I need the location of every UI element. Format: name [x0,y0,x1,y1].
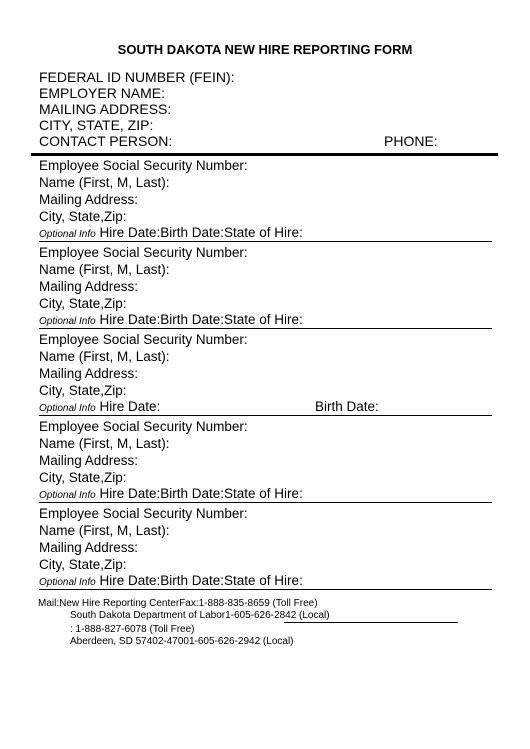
name-label: Name (First, M, Last): [39,262,170,277]
employer-name-label: EMPLOYER NAME: [39,85,166,101]
name-label: Name (First, M, Last): [39,523,170,538]
employee-block [39,158,499,244]
phone-label: PHONE: [384,133,438,149]
mailing-address-label: Mailing Address: [39,540,139,555]
mailing-address-label: Mailing Address: [39,453,139,468]
mailing-address-label: Mailing Address: [39,192,139,207]
footer-toll-free: : 1-888-827-6078 (Toll Free) [70,624,195,635]
dates-label: Hire Date:Birth Date:State of Hire: [99,312,303,327]
optional-info-label: Optional Info [39,403,96,414]
mailing-address-label: Mailing Address: [39,279,139,294]
mailing-address-label: MAILING ADDRESS: [39,101,172,117]
optional-info-label: Optional Info [39,577,96,588]
name-label: Name (First, M, Last): [39,436,170,451]
name-label: Name (First, M, Last): [39,175,170,190]
employee-block [39,419,499,505]
dates-label: Hire Date:Birth Date:State of Hire: [99,486,303,501]
footer-aberdeen: Aberdeen, SD 57402-47001-605-626-2942 (Local) [70,636,294,647]
footer-department: South Dakota Department of Labor1-605-626-2842 (Local) [70,610,330,621]
city-state-zip-label: City, State,Zip: [39,557,127,572]
form-title: SOUTH DAKOTA NEW HIRE REPORTING FORM [117,42,413,57]
ssn-label: Employee Social Security Number: [39,245,248,260]
employee-block [39,245,499,331]
employee-block [39,332,499,418]
employee-block [39,506,499,592]
ssn-label: Employee Social Security Number: [39,506,248,521]
dates-label: Hire Date:Birth Date:State of Hire: [99,573,303,588]
optional-info-label: Optional Info [39,229,96,240]
footer-underline [284,622,458,623]
mailing-address-label: Mailing Address: [39,366,139,381]
dates-label: Hire Date: [99,399,161,414]
row-divider [39,589,492,590]
optional-info-label: Optional Info [39,490,96,501]
city-state-zip-label: City, State,Zip: [39,209,127,224]
row-divider [39,241,492,242]
row-divider [39,415,492,416]
row-divider [39,502,492,503]
ssn-label: Employee Social Security Number: [39,419,248,434]
row-divider [39,328,492,329]
birth-date-label: Birth Date: [315,399,379,414]
ssn-label: Employee Social Security Number: [39,332,248,347]
footer-mail-fax: Mail:New Hire Reporting CenterFax:1-888-835-8659 (Toll Free) [38,598,318,609]
city-state-zip-label: City, State,Zip: [39,383,127,398]
city-state-zip-label: City, State,Zip: [39,470,127,485]
employer-divider [31,153,498,156]
name-label: Name (First, M, Last): [39,349,170,364]
fein-label: FEDERAL ID NUMBER (FEIN): [39,69,235,85]
contact-person-label: CONTACT PERSON: [39,133,173,149]
ssn-label: Employee Social Security Number: [39,158,248,173]
city-state-zip-label: CITY, STATE, ZIP: [39,117,154,133]
city-state-zip-label: City, State,Zip: [39,296,127,311]
optional-info-label: Optional Info [39,316,96,327]
dates-label: Hire Date:Birth Date:State of Hire: [99,225,303,240]
